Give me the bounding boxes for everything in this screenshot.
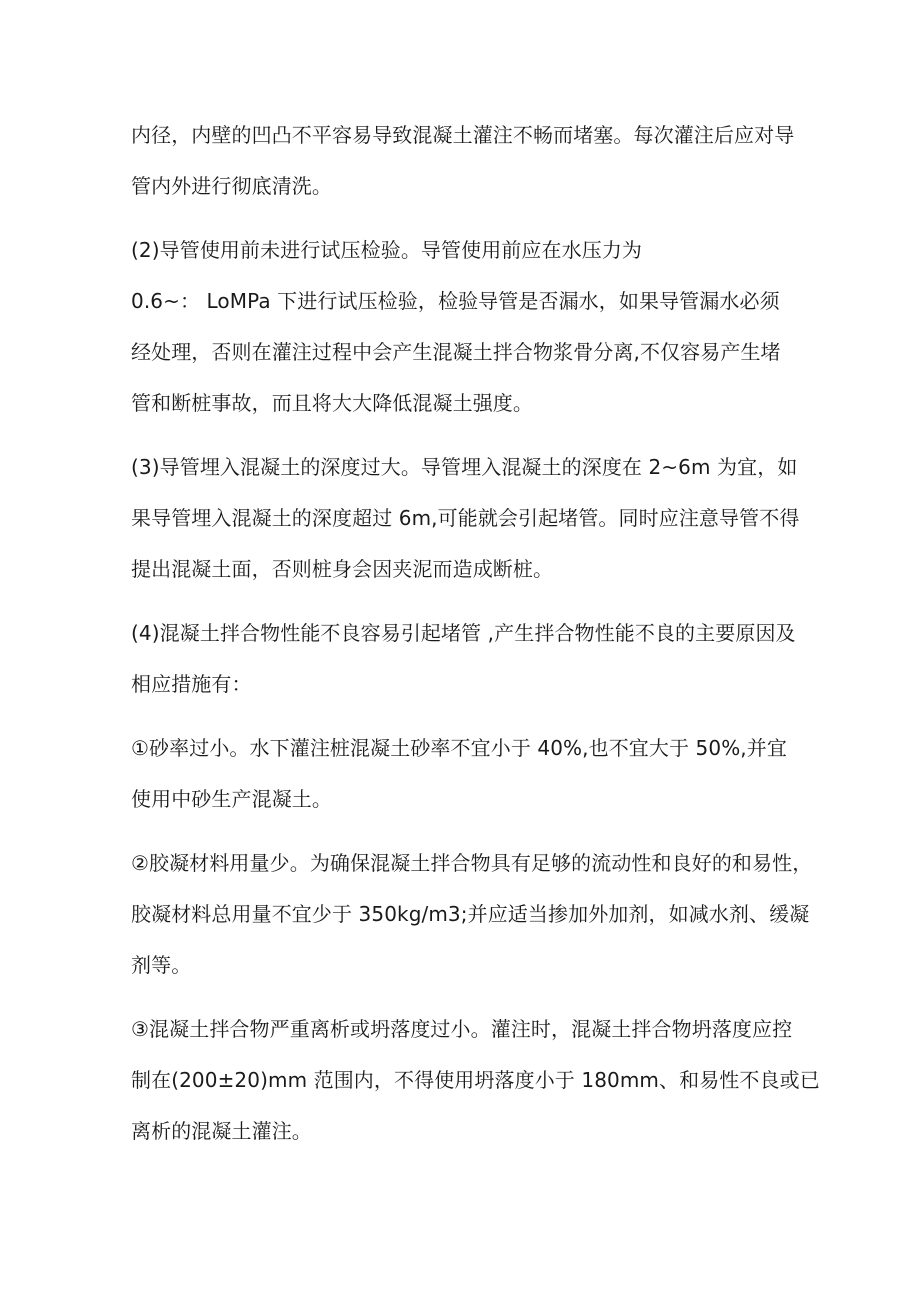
- text-line: 内径，内壁的凹凸不平容易导致混凝土灌注不畅而堵塞。每次灌注后应对导: [131, 123, 795, 147]
- text-line: (2)导管使用前未进行试压检验。导管使用前应在水压力为: [131, 238, 643, 262]
- text-line: ③混凝土拌合物严重离析或坍落度过小。灌注时，混凝土拌合物坍落度应控: [131, 1017, 793, 1041]
- text-line: 提出混凝土面，否则桩身会因夹泥而造成断桩。: [131, 557, 554, 581]
- text-line: 胶凝材料总用量不宜少于 350kg/m3;并应适当掺加外加剂，如减水剂、缓凝: [131, 902, 810, 926]
- text-line: 制在(200±20)mm 范围内，不得使用坍落度小于 180mm、和易性不良或已: [131, 1068, 820, 1092]
- text-line: ①砂率过小。水下灌注桩混凝土砂率不宜小于 40%,也不宜大于 50%,并宜: [131, 736, 787, 760]
- text-line: 离析的混凝土灌注。: [131, 1119, 312, 1143]
- text-line: 使用中砂生产混凝土。: [131, 787, 332, 811]
- text-line: 管内外进行彻底清洗。: [131, 174, 332, 198]
- text-line: (4)混凝土拌合物性能不良容易引起堵管 ,产生拌合物性能不良的主要原因及: [131, 621, 796, 645]
- text-line: (3)导管埋入混凝土的深度过大。导管埋入混凝土的深度在 2~6m 为宜，如: [131, 455, 798, 479]
- text-line: 相应措施有：: [131, 672, 252, 696]
- text-line: 剂等。: [131, 953, 192, 977]
- text-line: ②胶凝材料用量少。为确保混凝土拌合物具有足够的流动性和良好的和易性，: [131, 851, 813, 875]
- text-line: 管和断桩事故，而且将大大降低混凝土强度。: [131, 391, 533, 415]
- text-line: 0.6~： LoMPa 下进行试压检验，检验导管是否漏水，如果导管漏水必须: [131, 289, 780, 313]
- text-line: 果导管埋入混凝土的深度超过 6m,可能就会引起堵管。同时应注意导管不得: [131, 506, 800, 530]
- text-line: 经处理，否则在灌注过程中会产生混凝土拌合物浆骨分离,不仅容易产生堵: [131, 340, 781, 364]
